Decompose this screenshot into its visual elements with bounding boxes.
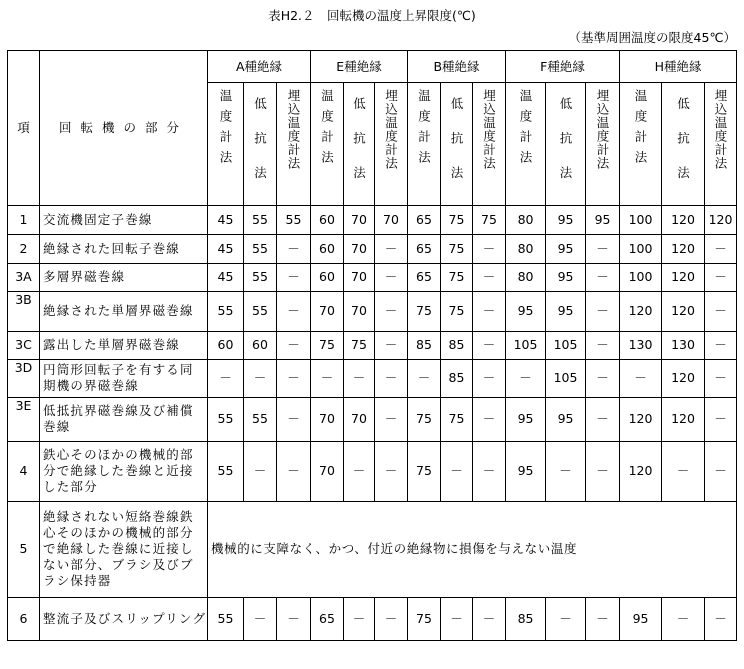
- value-cell: 120: [662, 234, 705, 263]
- value-cell: 55: [244, 205, 277, 234]
- value-cell: 85: [408, 331, 441, 359]
- subheader-cell: [506, 83, 546, 206]
- value-cell: 75: [441, 263, 473, 291]
- part-name: 絶縁されない短絡巻線鉄心そのほかの機械的部分で絶縁した巻線に近接しない部分、ブラシ及びブラシ保持器: [40, 501, 208, 597]
- row-number: 5: [8, 501, 40, 597]
- value-cell: 70: [311, 441, 344, 501]
- value-cell: 130: [662, 331, 705, 359]
- value-cell: 60: [311, 234, 344, 263]
- subheader-label: 低抗法: [675, 97, 691, 201]
- value-cell: 55: [277, 205, 311, 234]
- value-cell: －: [208, 359, 244, 397]
- subheader-cell: [375, 83, 408, 206]
- value-cell: 120: [620, 397, 662, 441]
- part-name: 絶縁された回転子巻線: [40, 234, 208, 263]
- value-cell: －: [473, 397, 506, 441]
- part-name: 絶縁された単層界磁巻線: [40, 291, 208, 331]
- value-cell: －: [344, 359, 375, 397]
- value-cell: －: [344, 597, 375, 640]
- value-cell: 100: [620, 234, 662, 263]
- header-part: 回転機の部分: [40, 51, 208, 206]
- value-cell: －: [705, 234, 737, 263]
- value-cell: －: [705, 597, 737, 640]
- subheader-cell: [546, 83, 586, 206]
- value-cell: 70: [311, 291, 344, 331]
- value-cell: 70: [375, 205, 408, 234]
- part-name: 露出した単層界磁巻線: [40, 331, 208, 359]
- table-row: [8, 234, 737, 263]
- value-cell: 130: [620, 331, 662, 359]
- value-cell: －: [586, 397, 620, 441]
- subheader-label: 温度計法: [218, 89, 233, 171]
- subheader-cell: [277, 83, 311, 206]
- temperature-rise-table: [7, 50, 737, 641]
- value-cell: －: [586, 291, 620, 331]
- header-group-e: E種絶縁: [311, 51, 408, 83]
- value-cell: 95: [586, 205, 620, 234]
- value-cell: －: [506, 359, 546, 397]
- value-cell: 60: [208, 331, 244, 359]
- subheader-cell: [705, 83, 737, 206]
- row-number: 3D: [8, 359, 40, 397]
- value-cell: 95: [506, 441, 546, 501]
- value-cell: －: [473, 331, 506, 359]
- header-item: 項: [8, 51, 40, 206]
- header-group-a: A種絶縁: [208, 51, 311, 83]
- merged-value: 機械的に支障なく、かつ、付近の絶縁物に損傷を与えない温度: [208, 501, 737, 597]
- value-cell: －: [277, 397, 311, 441]
- value-cell: －: [375, 263, 408, 291]
- value-cell: 120: [620, 441, 662, 501]
- part-name: 多層界磁巻線: [40, 263, 208, 291]
- value-cell: 120: [662, 397, 705, 441]
- row-number: 1: [8, 205, 40, 234]
- table-row: [8, 291, 737, 331]
- value-cell: －: [586, 331, 620, 359]
- value-cell: 70: [344, 397, 375, 441]
- value-cell: －: [441, 597, 473, 640]
- value-cell: 85: [441, 331, 473, 359]
- value-cell: 75: [408, 441, 441, 501]
- subheader-cell: [473, 83, 506, 206]
- table-title: 表H2.２ 回転機の温度上昇限度(℃): [268, 8, 476, 23]
- value-cell: －: [244, 441, 277, 501]
- subheader-label: 低抗法: [558, 97, 574, 201]
- value-cell: 75: [311, 331, 344, 359]
- value-cell: 65: [408, 234, 441, 263]
- value-cell: －: [277, 331, 311, 359]
- value-cell: 55: [208, 397, 244, 441]
- value-cell: 80: [506, 263, 546, 291]
- value-cell: －: [277, 291, 311, 331]
- value-cell: －: [473, 359, 506, 397]
- value-cell: 75: [408, 597, 441, 640]
- value-cell: 75: [344, 331, 375, 359]
- header-group-f: F種絶縁: [506, 51, 620, 83]
- value-cell: 120: [662, 263, 705, 291]
- value-cell: 65: [408, 205, 441, 234]
- value-cell: －: [277, 234, 311, 263]
- subheader-label: 埋込温度計法: [286, 89, 301, 170]
- subheader-cell: [586, 83, 620, 206]
- value-cell: 105: [546, 359, 586, 397]
- table-row: [8, 597, 737, 640]
- value-cell: 65: [311, 597, 344, 640]
- subheader-label: 低抗法: [252, 97, 268, 201]
- value-cell: 120: [662, 359, 705, 397]
- row-number: 3B: [8, 291, 40, 331]
- table-row: [8, 501, 737, 597]
- value-cell: 65: [408, 263, 441, 291]
- value-cell: －: [244, 359, 277, 397]
- value-cell: 55: [208, 441, 244, 501]
- part-name: 交流機固定子巻線: [40, 205, 208, 234]
- reference-note: （基準周囲温度の限度45℃）: [568, 30, 736, 45]
- row-number: 2: [8, 234, 40, 263]
- value-cell: －: [705, 359, 737, 397]
- value-cell: 95: [546, 263, 586, 291]
- value-cell: 95: [546, 291, 586, 331]
- value-cell: 95: [620, 597, 662, 640]
- value-cell: －: [586, 441, 620, 501]
- part-name: 低抵抗界磁巻線及び補償巻線: [40, 397, 208, 441]
- value-cell: 120: [662, 291, 705, 331]
- subheader-label: 埋込温度計法: [481, 89, 497, 170]
- row-number: 4: [8, 441, 40, 501]
- value-cell: －: [705, 263, 737, 291]
- value-cell: －: [586, 263, 620, 291]
- value-cell: 45: [208, 205, 244, 234]
- value-cell: －: [375, 331, 408, 359]
- value-cell: －: [473, 597, 506, 640]
- subheader-label: 埋込温度計法: [713, 89, 729, 170]
- value-cell: －: [662, 597, 705, 640]
- table-row: [8, 397, 737, 441]
- row-number: 6: [8, 597, 40, 640]
- value-cell: 75: [441, 234, 473, 263]
- value-cell: －: [277, 441, 311, 501]
- value-cell: －: [586, 359, 620, 397]
- value-cell: 70: [344, 291, 375, 331]
- subheader-cell: [344, 83, 375, 206]
- subheader-cell: [244, 83, 277, 206]
- value-cell: －: [311, 359, 344, 397]
- value-cell: 55: [244, 397, 277, 441]
- row-number: 3E: [8, 397, 40, 441]
- value-cell: 60: [244, 331, 277, 359]
- value-cell: －: [473, 234, 506, 263]
- value-cell: 85: [441, 359, 473, 397]
- value-cell: 75: [441, 291, 473, 331]
- value-cell: 95: [546, 205, 586, 234]
- subheader-label: 温度計法: [319, 89, 335, 171]
- value-cell: 95: [546, 397, 586, 441]
- value-cell: 95: [546, 234, 586, 263]
- table-row: [8, 359, 737, 397]
- table-row: [8, 331, 737, 359]
- value-cell: 55: [244, 263, 277, 291]
- subheader-label: 温度計法: [518, 89, 534, 171]
- subheader-cell: [311, 83, 344, 206]
- value-cell: －: [375, 397, 408, 441]
- row-number: 3A: [8, 263, 40, 291]
- value-cell: 70: [311, 397, 344, 441]
- value-cell: －: [375, 597, 408, 640]
- subheader-cell: [408, 83, 441, 206]
- value-cell: －: [473, 441, 506, 501]
- value-cell: 70: [344, 205, 375, 234]
- table-row: [8, 263, 737, 291]
- value-cell: －: [662, 441, 705, 501]
- value-cell: －: [620, 359, 662, 397]
- value-cell: －: [705, 441, 737, 501]
- value-cell: 80: [506, 205, 546, 234]
- subheader-label: 埋込温度計法: [383, 89, 399, 170]
- value-cell: 60: [311, 205, 344, 234]
- value-cell: 55: [244, 291, 277, 331]
- value-cell: －: [473, 263, 506, 291]
- subheader-label: 低抗法: [351, 97, 367, 201]
- value-cell: 45: [208, 263, 244, 291]
- value-cell: 120: [662, 205, 705, 234]
- value-cell: －: [473, 291, 506, 331]
- value-cell: －: [705, 397, 737, 441]
- value-cell: 75: [441, 397, 473, 441]
- header-group-h: H種絶縁: [620, 51, 737, 83]
- value-cell: 45: [208, 234, 244, 263]
- value-cell: －: [277, 359, 311, 397]
- value-cell: －: [586, 597, 620, 640]
- value-cell: 80: [506, 234, 546, 263]
- value-cell: 75: [408, 397, 441, 441]
- value-cell: 75: [473, 205, 506, 234]
- value-cell: 105: [546, 331, 586, 359]
- value-cell: 120: [620, 291, 662, 331]
- value-cell: －: [344, 441, 375, 501]
- value-cell: 100: [620, 263, 662, 291]
- value-cell: 95: [506, 291, 546, 331]
- subheader-cell: [441, 83, 473, 206]
- value-cell: －: [546, 597, 586, 640]
- value-cell: －: [586, 234, 620, 263]
- value-cell: 70: [344, 234, 375, 263]
- value-cell: 70: [344, 263, 375, 291]
- value-cell: 75: [441, 205, 473, 234]
- value-cell: 55: [208, 291, 244, 331]
- value-cell: －: [277, 263, 311, 291]
- value-cell: 85: [506, 597, 546, 640]
- value-cell: 60: [311, 263, 344, 291]
- part-name: 整流子及びスリップリング: [40, 597, 208, 640]
- value-cell: －: [705, 291, 737, 331]
- subheader-cell: [208, 83, 244, 206]
- value-cell: －: [375, 359, 408, 397]
- value-cell: 55: [244, 234, 277, 263]
- header-group-b: B種絶縁: [408, 51, 506, 83]
- value-cell: 120: [705, 205, 737, 234]
- value-cell: －: [375, 441, 408, 501]
- value-cell: 55: [208, 597, 244, 640]
- value-cell: 75: [408, 291, 441, 331]
- value-cell: 95: [506, 397, 546, 441]
- value-cell: －: [408, 359, 441, 397]
- part-name: 円筒形回転子を有する同期機の界磁巻線: [40, 359, 208, 397]
- value-cell: －: [705, 331, 737, 359]
- value-cell: －: [244, 597, 277, 640]
- value-cell: －: [277, 597, 311, 640]
- value-cell: －: [375, 234, 408, 263]
- value-cell: 105: [506, 331, 546, 359]
- value-cell: 100: [620, 205, 662, 234]
- row-number: 3C: [8, 331, 40, 359]
- value-cell: －: [441, 441, 473, 501]
- table-row: [8, 441, 737, 501]
- value-cell: －: [546, 441, 586, 501]
- subheader-cell: [662, 83, 705, 206]
- subheader-label: 温度計法: [633, 89, 649, 171]
- value-cell: －: [375, 291, 408, 331]
- subheader-label: 低抗法: [449, 97, 464, 201]
- table-row: [8, 205, 737, 234]
- subheader-label: 温度計法: [416, 89, 432, 171]
- subheader-cell: [620, 83, 662, 206]
- subheader-label: 埋込温度計法: [595, 89, 611, 170]
- part-name: 鉄心そのほかの機械的部分で絶縁した巻線と近接した部分: [40, 441, 208, 501]
